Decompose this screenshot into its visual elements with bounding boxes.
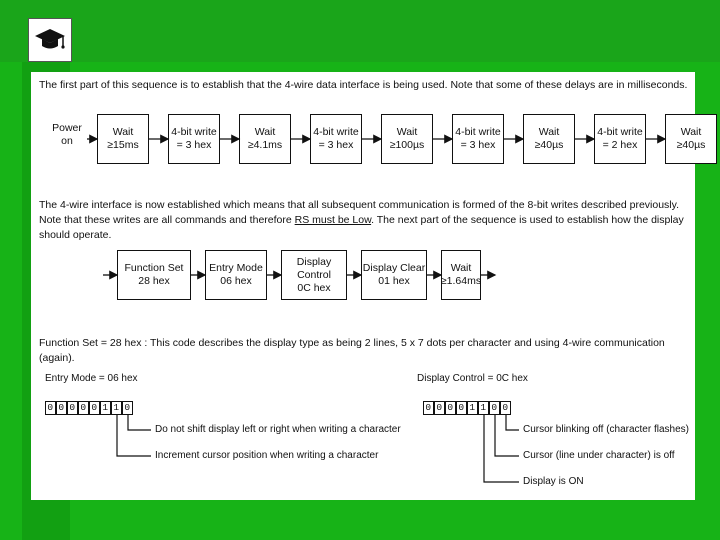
seq1-step-1 [97, 114, 149, 164]
seq2-step-4 [361, 250, 427, 300]
middle-text [39, 198, 689, 243]
seq2-step-2-line-2: 06 hex [220, 275, 252, 287]
entry-mode-note-1: Do not shift display left or right when writing a character [155, 424, 401, 435]
seq1-step-6-line-2: = 3 hex [460, 139, 496, 151]
intro-text: The first part of this sequence is to establish that the 4-wire data interface is being used. Note that some of these delays are in milliseconds. [39, 79, 688, 91]
display-control-bit-0: 0 [423, 401, 434, 415]
seq1-step-4-line-1: 4-bit write [313, 126, 359, 138]
entry-mode-leader-2 [117, 415, 151, 456]
power-on-line-1: Power [52, 122, 82, 134]
seq1-step-1-line-2: ≥15ms [107, 139, 139, 151]
seq1-step-3-line-2: ≥4.1ms [247, 139, 283, 151]
seq1-step-9 [665, 114, 717, 164]
display-control-bit-4: 1 [467, 401, 478, 415]
entry-mode-note-2: Increment cursor position when writing a character [155, 450, 379, 461]
display-control-bit-6: 0 [489, 401, 500, 415]
rs-low-note: RS must be Low [294, 214, 372, 226]
graduation-cap-icon [28, 18, 72, 62]
display-control-bit-1: 0 [434, 401, 445, 415]
seq1-step-3 [239, 114, 291, 164]
entry-mode-bit-4: 0 [89, 401, 100, 415]
seq1-step-2-line-2: = 3 hex [176, 139, 212, 151]
function-set-text: Function Set = 28 hex : This code describes the display type as being 2 lines, 5 x 7 dots per character and using 4-wire communication (again). [39, 337, 665, 364]
seq2-step-3-line-1: Display Control [296, 255, 332, 281]
seq1-step-8-line-2: = 2 hex [602, 139, 638, 151]
seq1-step-5-line-1: Wait [396, 126, 418, 138]
content-panel [31, 72, 706, 500]
display-control-bit-7: 0 [500, 401, 511, 415]
seq1-step-6 [452, 114, 504, 164]
seq1-step-6-line-1: 4-bit write [455, 126, 501, 138]
seq1-step-2-line-1: 4-bit write [171, 126, 217, 138]
power-on-line-2: on [61, 135, 73, 147]
display-control-leader-1 [506, 415, 519, 430]
seq1-step-2 [168, 114, 220, 164]
display-control-note-1: Cursor blinking off (character flashes) [523, 424, 689, 435]
entry-mode-bit-3: 0 [78, 401, 89, 415]
power-on-label [45, 122, 89, 148]
seq2-step-3-line-2: 0C hex [297, 281, 331, 294]
entry-mode-bit-2: 0 [67, 401, 78, 415]
display-control-leader-3 [484, 415, 519, 482]
seq1-step-9-line-2: ≥40µs [676, 139, 706, 151]
seq1-step-5 [381, 114, 433, 164]
entry-mode-bit-7: 0 [122, 401, 133, 415]
display-control-bit-3: 0 [456, 401, 467, 415]
seq2-step-1 [117, 250, 191, 300]
top-band [0, 0, 720, 62]
seq1-step-8 [594, 114, 646, 164]
seq2-step-1-line-2: 28 hex [138, 275, 170, 287]
seq1-step-5-line-2: ≥100µs [389, 139, 425, 151]
seq1-step-7 [523, 114, 575, 164]
display-control-bit-5: 1 [478, 401, 489, 415]
middle-text-part-2: . The next part of the sequence is used to establish how the display should operate. [39, 214, 684, 241]
seq1-step-9-line-1: Wait [680, 126, 702, 138]
seq2-step-4-line-2: 01 hex [378, 275, 410, 287]
entry-mode-bit-5: 1 [100, 401, 111, 415]
middle-text-part-1: The 4-wire interface is now established which means that all subsequent communication is formed of the 8-bit writes described previously. Note that these writes are all commands and therefore [39, 199, 680, 226]
seq2-step-3 [281, 250, 347, 300]
display-control-leader-2 [495, 415, 519, 456]
seq1-step-1-line-1: Wait [112, 126, 134, 138]
seq2-step-1-line-1: Function Set [124, 262, 184, 274]
seq2-step-5 [441, 250, 481, 300]
seq1-step-7-line-1: Wait [538, 126, 560, 138]
display-control-bit-2: 0 [445, 401, 456, 415]
display-control-title: Display Control = 0C hex [417, 373, 528, 384]
seq2-step-2-line-1: Entry Mode [209, 262, 263, 274]
seq2-step-5-line-2: ≥1.64ms [440, 275, 482, 287]
seq1-step-4 [310, 114, 362, 164]
entry-mode-leader-1 [128, 415, 151, 430]
seq2-step-4-line-1: Display Clear [362, 262, 426, 274]
display-control-note-3: Display is ON [523, 476, 584, 487]
entry-mode-bit-0: 0 [45, 401, 56, 415]
seq1-step-4-line-2: = 3 hex [318, 139, 354, 151]
seq2-step-2 [205, 250, 267, 300]
display-control-note-2: Cursor (line under character) is off [523, 450, 675, 461]
seq1-step-8-line-1: 4-bit write [597, 126, 643, 138]
entry-mode-bit-1: 0 [56, 401, 67, 415]
entry-mode-bit-6: 1 [111, 401, 122, 415]
seq2-step-5-line-1: Wait [450, 262, 472, 274]
entry-mode-title: Entry Mode = 06 hex [45, 373, 138, 384]
seq1-step-3-line-1: Wait [254, 126, 276, 138]
seq1-step-7-line-2: ≥40µs [534, 139, 564, 151]
